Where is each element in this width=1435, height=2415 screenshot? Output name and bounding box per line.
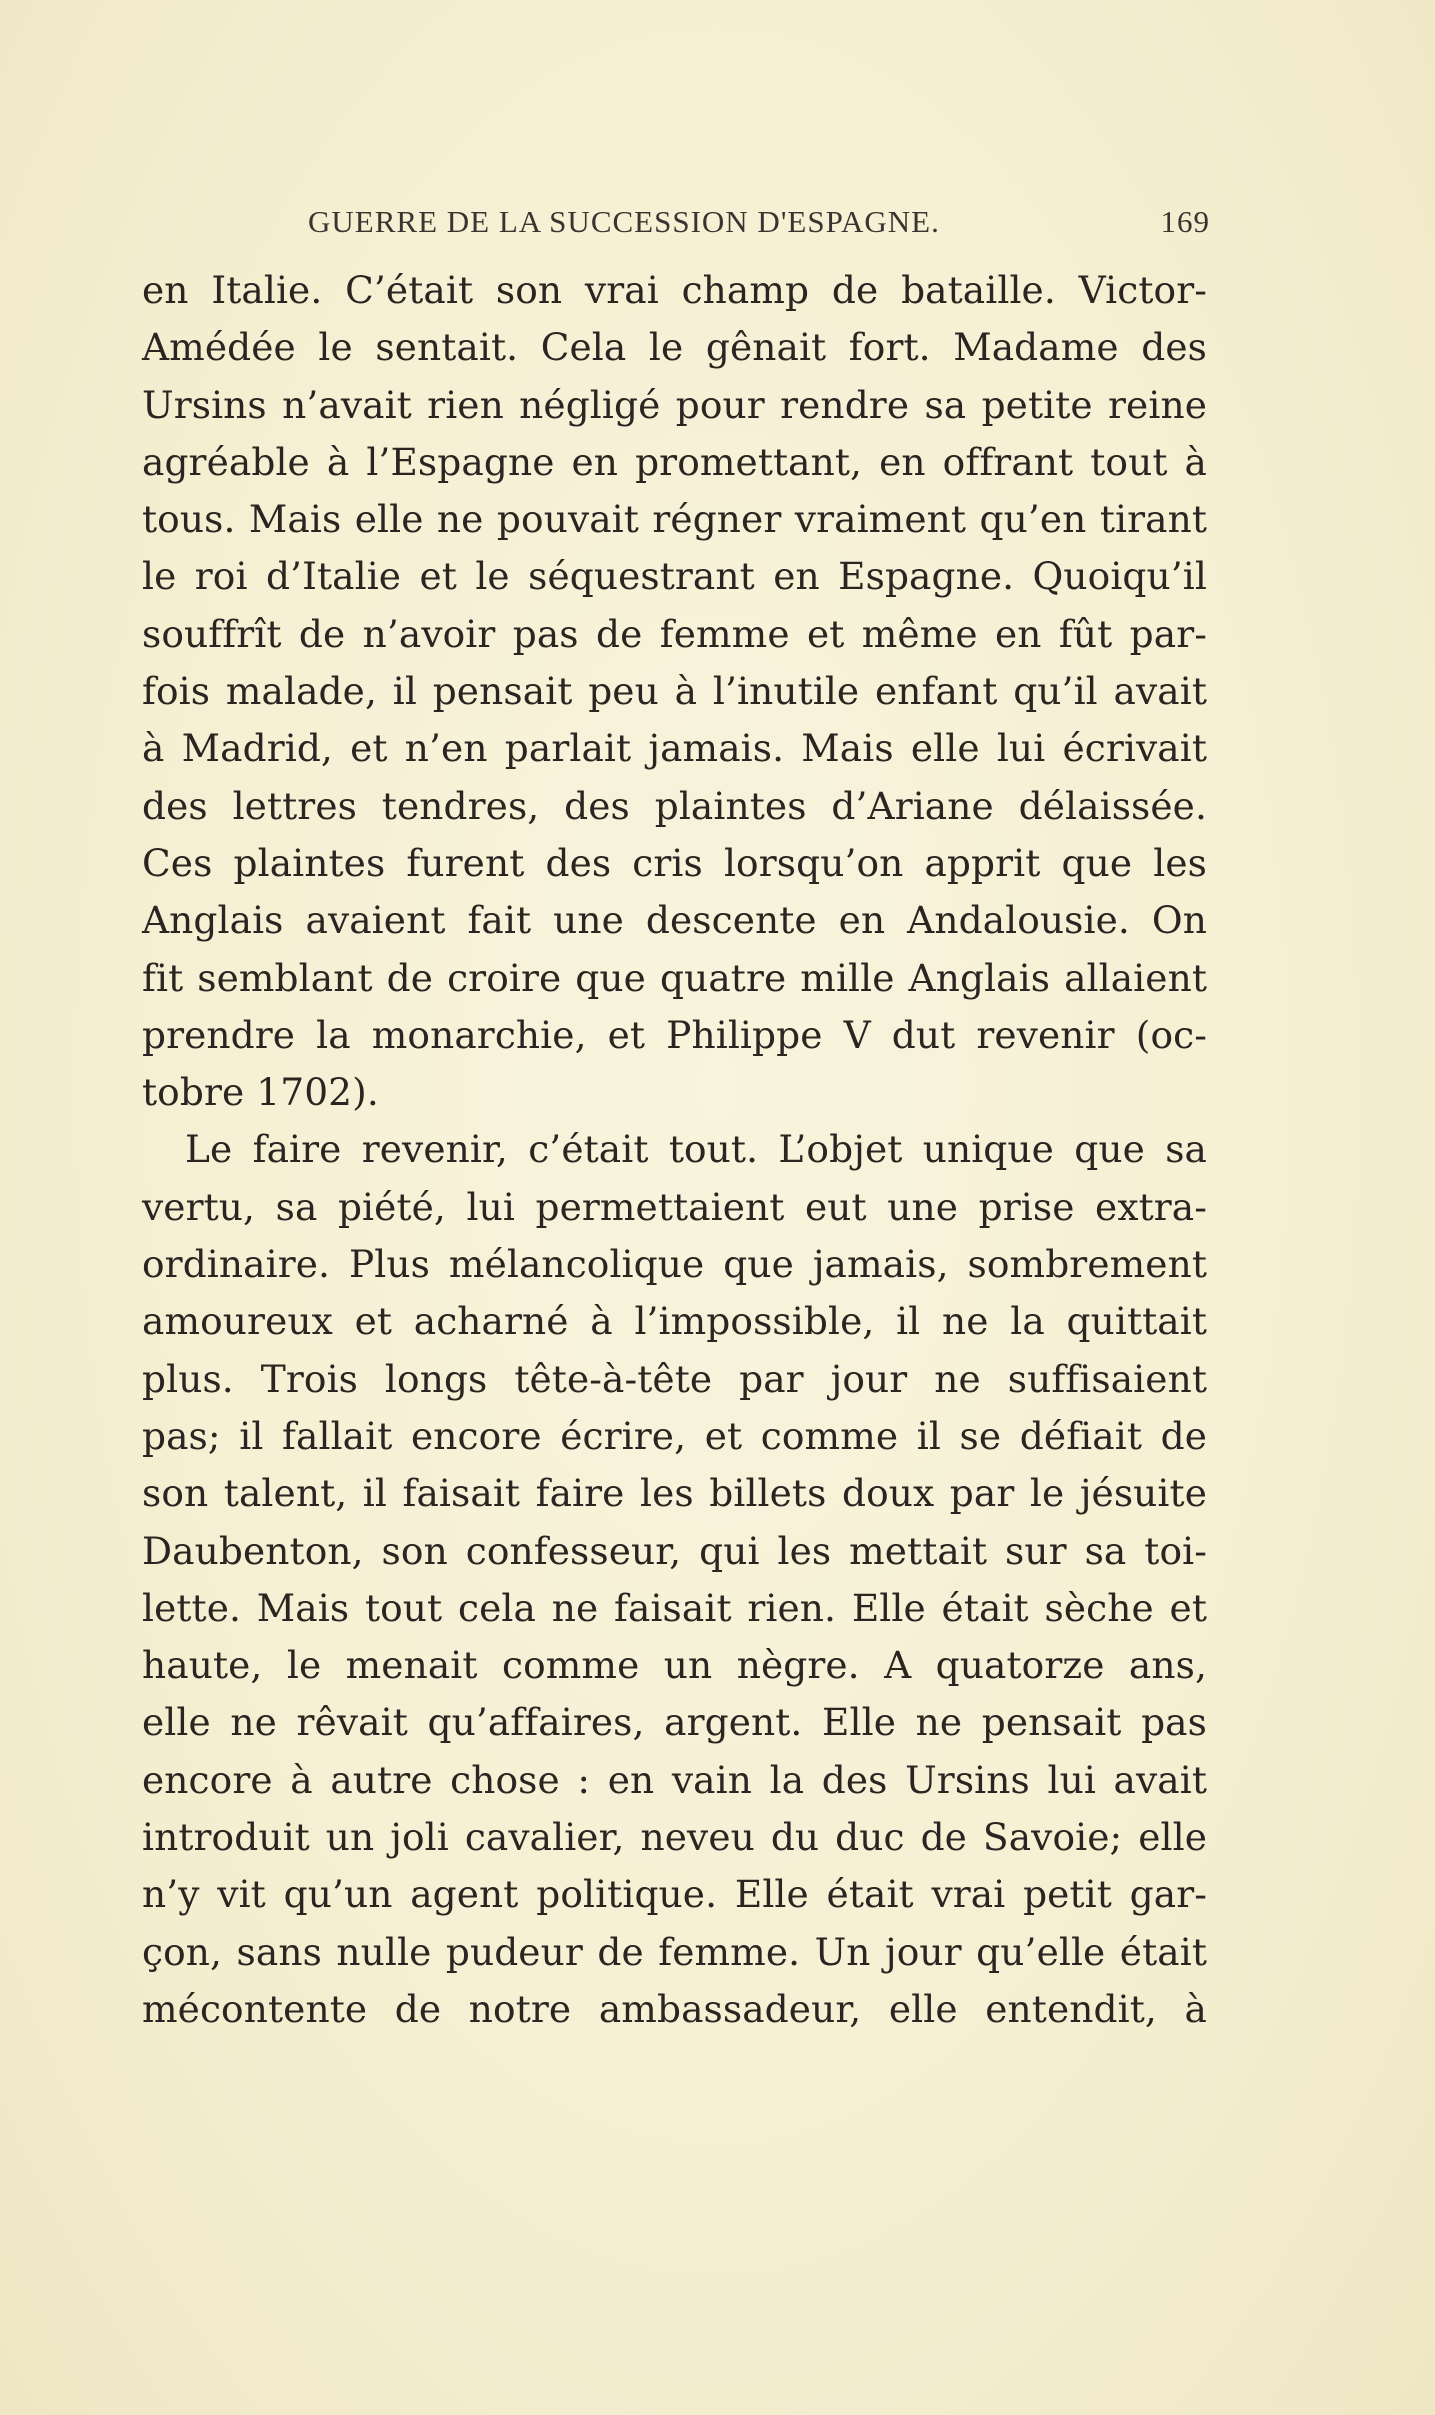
text-line: des lettres tendres, des plaintes d’Ariane délaissée.	[142, 783, 1207, 828]
text-line: Amédée le sentait. Cela le gênait fort. Madame des	[142, 325, 1207, 370]
paragraph-start-line: Le faire revenir, c’était tout. L’objet unique que sa	[185, 1127, 1207, 1172]
text-line: à Madrid, et n’en parlait jamais. Mais elle lui écrivait	[142, 726, 1207, 771]
text-line: en Italie. C’était son vrai champ de bataille. Victor-	[142, 268, 1207, 312]
text-line: prendre la monarchie, et Philippe V dut revenir (oc-	[142, 1012, 1207, 1057]
text-line: lette. Mais tout cela ne faisait rien. Elle était sèche et	[142, 1585, 1207, 1630]
text-line: agréable à l’Espagne en promettant, en offrant tout à	[142, 439, 1207, 484]
text-line: mécontente de notre ambassadeur, elle entendit, à	[142, 1986, 1207, 2031]
text-line: vertu, sa piété, lui permettaient eut une prise extra-	[142, 1184, 1207, 1229]
text-line: haute, le menait comme un nègre. A quatorze ans,	[142, 1643, 1207, 1688]
text-line: ordinaire. Plus mélancolique que jamais, sombrement	[142, 1242, 1207, 1287]
text-line: encore à autre chose : en vain la des Ursins lui avait	[142, 1757, 1207, 1802]
text-line: amoureux et acharné à l’impossible, il ne la quittait	[142, 1299, 1207, 1344]
text-line: elle ne rêvait qu’affaires, argent. Elle ne pensait pas	[142, 1700, 1207, 1745]
text-line: souffrît de n’avoir pas de femme et même en fût par-	[142, 611, 1207, 656]
running-head	[140, 204, 1210, 248]
text-line: pas; il fallait encore écrire, et comme il se défiait de	[142, 1413, 1207, 1458]
running-title: GUERRE DE LA SUCCESSION D'ESPAGNE.	[308, 204, 940, 239]
text-line: plus. Trois longs tête-à-tête par jour ne suffisaient	[142, 1356, 1207, 1401]
text-line: tous. Mais elle ne pouvait régner vraiment qu’en tirant	[142, 497, 1207, 542]
page-number: 169	[1160, 204, 1210, 239]
text-line: n’y vit qu’un agent politique. Elle était vrai petit gar-	[142, 1872, 1207, 1917]
text-line: Daubenton, son confesseur, qui les mettait sur sa toi-	[142, 1528, 1207, 1573]
text-line: Anglais avaient fait une descente en Andalousie. On	[142, 898, 1207, 943]
text-line: Ces plaintes furent des cris lorsqu’on apprit que les	[142, 840, 1207, 885]
text-line: introduit un joli cavalier, neveu du duc de Savoie; elle	[142, 1815, 1207, 1860]
text-line: le roi d’Italie et le séquestrant en Espagne. Quoiqu’il	[142, 554, 1207, 599]
text-line: çon, sans nulle pudeur de femme. Un jour qu’elle était	[142, 1929, 1207, 1974]
body-text	[142, 262, 1207, 2038]
text-line: son talent, il faisait faire les billets doux par le jésuite	[142, 1471, 1207, 1516]
text-line: tobre 1702).	[142, 1070, 379, 1115]
text-line: fit semblant de croire que quatre mille Anglais allaient	[142, 955, 1207, 1000]
text-line: fois malade, il pensait peu à l’inutile enfant qu’il avait	[142, 669, 1207, 714]
text-line: Ursins n’avait rien négligé pour rendre sa petite reine	[142, 382, 1207, 427]
